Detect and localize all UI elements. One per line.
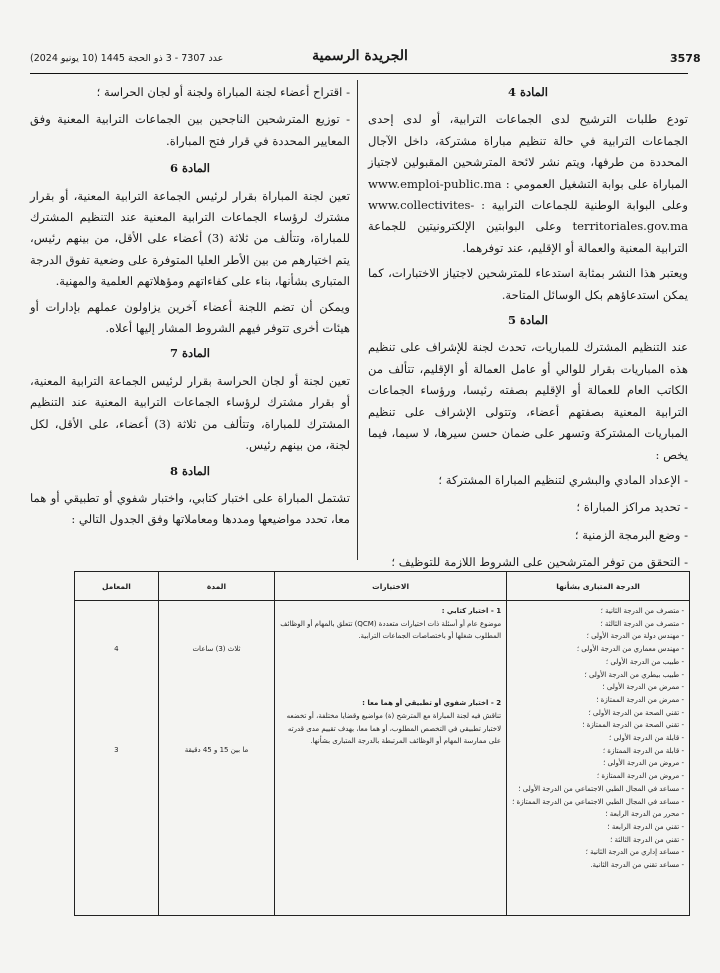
header-tests: الاختبارات bbox=[275, 572, 507, 601]
grade-item: - ممرض من الدرجة الأولى ؛ bbox=[602, 683, 684, 692]
header-rule bbox=[30, 73, 688, 74]
grade-item: - مروض من الدرجة الأولى ؛ bbox=[603, 759, 684, 768]
coef-cell bbox=[75, 601, 159, 916]
issue-info: عدد 7307 - 3 ذو الحجة 1445 (10 يونيو 2024) bbox=[30, 53, 224, 64]
tests-cell bbox=[275, 601, 507, 916]
grade-item: - متصرف من الدرجة الثانية ؛ bbox=[600, 607, 684, 615]
table-header-row bbox=[75, 572, 690, 601]
written-duration: ثلاث (3) ساعات bbox=[192, 645, 241, 653]
right-column bbox=[368, 82, 688, 580]
header-coef: المعامل bbox=[75, 572, 159, 601]
grade-item: - تقني من الدرجة الثالثة ؛ bbox=[610, 835, 684, 844]
oral-test-title: 2 - اختبار شفوي أو تطبيقي أو هما معا : bbox=[362, 699, 502, 708]
grade-item: - مهندس دولة من الدرجة الأولى ؛ bbox=[586, 632, 684, 641]
grade-item: - تقني من الدرجة الرابعة ؛ bbox=[607, 822, 684, 831]
list-item: - توزيع المترشحين الناجحين بين الجماعات الترابية المعنية وفق المعايير المحددة في قرار فتح المباراة. bbox=[30, 112, 350, 148]
oral-test-desc: تناقش فيه لجنة المباراة مع المترشح (ة) مواضيع وقضايا مختلفة، أو تخضعه لاختبار تطبيقي في التخصص المطلوب، أو هما معا، بهدف تقييم مدى قدرته على ممارسة المهام أو الوظائف المرتبطة بالدرجة المتبارى بشأنها. bbox=[286, 711, 502, 746]
list-item: - التحقق من توفر المترشحين على الشروط اللازمة للتوظيف ؛ bbox=[391, 555, 688, 570]
column-divider bbox=[357, 80, 358, 560]
grade-item: - طبيب من الدرجة الأولى ؛ bbox=[605, 657, 684, 666]
header-grade: الدرجة المتبارى بشأنها bbox=[507, 572, 690, 601]
grade-item: - متصرف من الدرجة الثالثة ؛ bbox=[600, 619, 684, 628]
article-title: المادة 4 bbox=[507, 85, 549, 99]
grade-item: - مهندس معماري من الدرجة الأولى ؛ bbox=[576, 645, 684, 654]
table-row bbox=[75, 601, 690, 916]
grade-item: - مساعد تقني من الدرجة الثانية. bbox=[590, 861, 684, 870]
written-test-title: 1 - اختبار كتابي : bbox=[441, 607, 502, 615]
paragraph: تشتمل المباراة على اختبار كتابي، واختبار شفوي أو تطبيقي أو هما معا، تحدد مواضيعها ومددها ومعاملاتها وفق الجدول التالي : bbox=[30, 490, 350, 527]
grade-item: - ممرض من الدرجة الممتازة ؛ bbox=[596, 695, 684, 704]
article-title: المادة 7 bbox=[169, 346, 211, 361]
page-header bbox=[30, 48, 701, 72]
header-duration: المدة bbox=[158, 572, 274, 601]
grade-item: - محرر من الدرجة الرابعة ؛ bbox=[605, 810, 684, 819]
article-title: المادة 5 bbox=[507, 313, 549, 328]
paragraph: تودع طلبات الترشيح لدى الجماعات الترابية، أو لدى إحدى الجماعات الترابية في حالة تنظيم مباراة مشتركة، داخل الآجال المحددة من طرفها، ويتم نشر لائحة المترشحين المقبولين لاجتياز المباراة على بوابة التشغيل العمومي : www.emploi-public.ma وعلى البوابة الوطنية للجماعات الترابية : www.collectivites-territoriales.gov.ma وعلى البوابتين الإلكترونيتين للجماعة الترابية المعنية والعمالة أو الإقليم، عند توفرهما. bbox=[368, 112, 688, 255]
grade-item: - مروض من الدرجة الممتازة ؛ bbox=[596, 772, 684, 781]
list-item: - تحديد مراكز المباراة ؛ bbox=[576, 500, 688, 515]
grade-item: - مساعد في المجال الطبي الاجتماعي من الدرجة الممتازة ؛ bbox=[512, 797, 684, 806]
paragraph: ويعتبر هذا النشر بمثابة استدعاء للمترشحين لاجتياز الاختبارات، كما يمكن استدعاؤهم بكل الوسائل المتاحة. bbox=[368, 266, 688, 302]
page-number: 3578 bbox=[670, 52, 701, 65]
written-test-desc: موضوع عام أو أسئلة ذات اختيارات متعددة (QCM) تتعلق بالمهام أو الوظائف المطلوب شغلها أو باختصاصات الجماعات الترابية. bbox=[280, 619, 502, 641]
grade-item: - مساعد في المجال الطبي الاجتماعي من الدرجة الأولى ؛ bbox=[518, 784, 684, 793]
exam-table bbox=[74, 571, 690, 916]
article-title: المادة 6 bbox=[169, 161, 211, 176]
paragraph: عند التنظيم المشترك للمباريات، تحدث لجنة للإشراف على تنظيم هذه المباريات بقرار للوالي أو عامل العمالة أو الإقليم، تتألف من الكاتب العام للعمالة أو الإقليم بصفته رئيسا، ورؤساء الجماعات الترابية المعنية بصفتهم أعضاء، وتتولى الإشراف على تنظيم المباريات المشتركة وتسهر على ضمان حسن سيرها، لا سيما، فيما يخص : bbox=[368, 340, 688, 462]
list-item: - وضع البرمجة الزمنية ؛ bbox=[574, 527, 688, 542]
paragraph: ويمكن أن تضم اللجنة أعضاء آخرين يزاولون عملهم بإدارات أو هيئات أخرى تتوفر فيهم الشروط المشار إليها أعلاه. bbox=[30, 299, 350, 336]
left-column bbox=[30, 82, 350, 535]
grade-item: - قابلة من الدرجة الأولى ؛ bbox=[609, 734, 684, 743]
grade-item: - تقني الصحة من الدرجة الممتازة ؛ bbox=[582, 721, 684, 730]
written-coef: 4 bbox=[114, 645, 119, 653]
gazette-title: الجريدة الرسمية bbox=[312, 48, 408, 64]
oral-coef: 3 bbox=[114, 745, 119, 754]
list-item: - الإعداد المادي والبشري لتنظيم المباراة المشتركة ؛ bbox=[438, 472, 688, 487]
duration-cell bbox=[158, 601, 274, 916]
grade-item: - طبيب بيطري من الدرجة الأولى ؛ bbox=[584, 670, 684, 679]
article-title: المادة 8 bbox=[169, 463, 211, 478]
paragraph: تعين لجنة المباراة بقرار لرئيس الجماعة الترابية المعنية، أو بقرار مشترك لرؤساء الجماعات الترابية المعنية عند التنظيم المشترك للمباراة، وتتألف من ثلاثة (3) أعضاء على الأقل، من بينهم رئيس، يتم اختيارهم من بين الأطر العليا المتوفرة على وضعية تفوق الدرجة المتبارى بشأنها، بناء على كفاءاتهم ومؤهلاتهم العلمية والمهنية. bbox=[30, 188, 350, 289]
list-item: - اقتراح أعضاء لجنة المباراة ولجنة أو لجان الحراسة ؛ bbox=[96, 85, 350, 99]
paragraph: تعين لجنة أو لجان الحراسة بقرار لرئيس الجماعة الترابية المعنية، أو بقرار مشترك لرؤساء الجماعات الترابية المعنية عند التنظيم المشترك للمباراة، وتتألف من ثلاثة (3) أعضاء، على الأقل، لكل لجنة، من بينهم رئيس. bbox=[30, 373, 350, 453]
grade-item: - قابلة من الدرجة الممتازة ؛ bbox=[602, 746, 684, 755]
grade-item: - مساعد إداري من الدرجة الثانية ؛ bbox=[585, 848, 684, 857]
grade-item: - تقني الصحة من الدرجة الأولى ؛ bbox=[588, 708, 684, 717]
grades-cell bbox=[507, 601, 690, 916]
oral-duration: ما بين 15 و 45 دقيقة bbox=[184, 745, 249, 754]
